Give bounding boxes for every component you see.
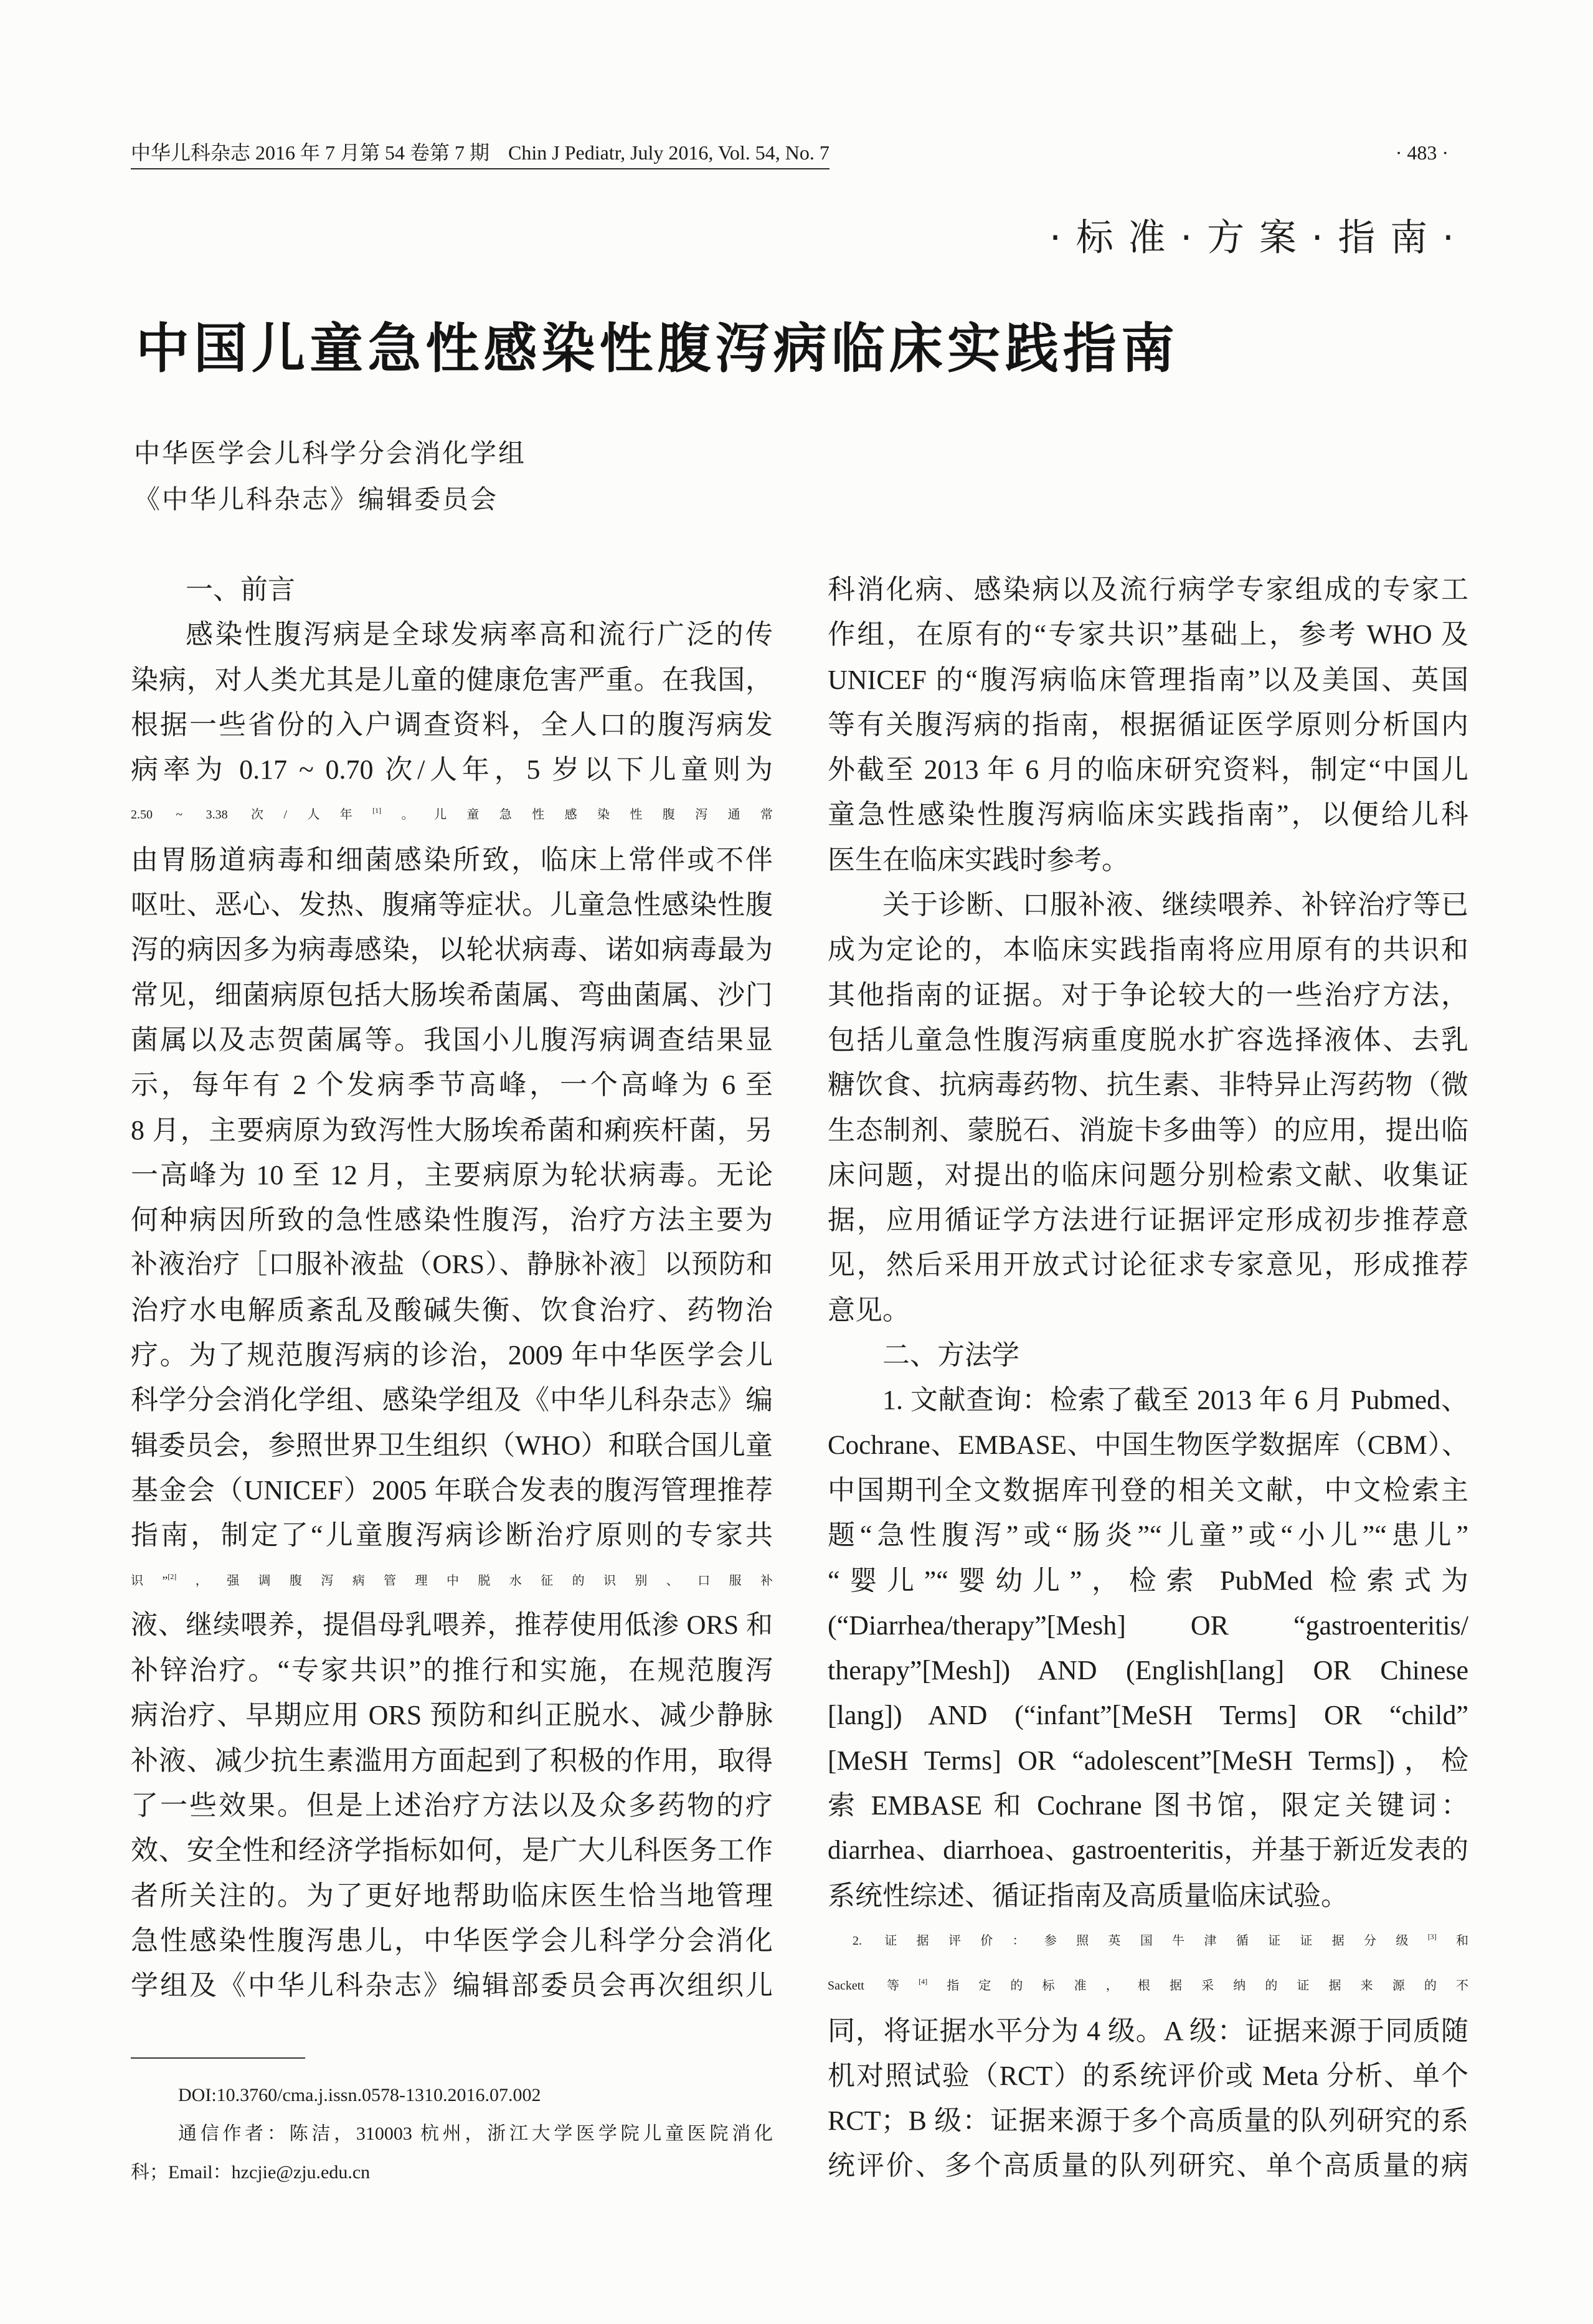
text-run: ，强调腹泻病管理中脱水征的识别、口服补 bbox=[176, 1573, 773, 1588]
body-column-right bbox=[828, 567, 1468, 2189]
text-line: 补液治疗［口服补液盐（ORS）、静脉补液］以预防和 bbox=[131, 1250, 773, 1280]
text-line: “婴儿”“婴幼儿”，检索 PubMed 检索式为 bbox=[828, 1565, 1468, 1596]
text-line: 生态制剂、蒙脱石、消旋卡多曲等）的应用，提出临 bbox=[828, 1114, 1468, 1145]
footnote bbox=[131, 2115, 773, 2192]
body-column-left bbox=[131, 567, 773, 2009]
text-line: 等有关腹泻病的指南，根据循证医学原则分析国内 bbox=[828, 709, 1468, 740]
text-line: 了一些效果。但是上述治疗方法以及众多药物的疗 bbox=[131, 1790, 773, 1821]
text-line: 8 月，主要病原为致泻性大肠埃希菌和痢疾杆菌，另 bbox=[131, 1114, 773, 1145]
text-line bbox=[131, 1558, 773, 1603]
text-run: 2. 证据评价：参照英国牛津循证证据分级 bbox=[853, 1933, 1428, 1948]
text-line: 关于诊断、口服补液、继续喂养、补锌治疗等已 bbox=[882, 889, 1468, 921]
text-run: 识” bbox=[131, 1573, 168, 1588]
text-line: 同，将证据水平分为 4 级。A 级：证据来源于同质随 bbox=[828, 2015, 1468, 2046]
text-line: UNICEF 的“腹泻病临床管理指南”以及美国、英国 bbox=[828, 664, 1468, 695]
text-line: 者所关注的。为了更好地帮助临床医生恰当地管理 bbox=[131, 1880, 773, 1911]
text-line: 统评价、多个高质量的队列研究、单个高质量的病 bbox=[828, 2150, 1468, 2181]
text-line: 作组，在原有的“专家共识”基础上，参考 WHO 及 bbox=[828, 619, 1468, 650]
text-line: 呕吐、恶心、发热、腹痛等症状。儿童急性感染性腹 bbox=[131, 889, 773, 921]
text-line: 辑委员会，参照世界卫生组织（WHO）和联合国儿童 bbox=[131, 1430, 773, 1461]
paragraph bbox=[828, 1378, 1468, 1918]
text-line: 急性感染性腹泻患儿，中华医学会儿科学分会消化 bbox=[131, 1925, 773, 1956]
text-run: 2.50 ~ 3.38 次/人年 bbox=[131, 808, 373, 822]
running-head bbox=[131, 137, 830, 169]
section-heading: 二、方法学 bbox=[882, 1340, 1019, 1371]
text-line: [lang]) AND (“infant”[MeSH Terms] OR “child” bbox=[828, 1700, 1468, 1731]
text-line: Cochrane、EMBASE、中国生物医学数据库（CBM）、 bbox=[828, 1430, 1468, 1460]
footnote-rule bbox=[131, 2057, 305, 2059]
citation-ref: [1] bbox=[372, 806, 382, 815]
text-line: 科消化病、感染病以及流行病学专家组成的专家工 bbox=[828, 574, 1468, 605]
text-line: 机对照试验（RCT）的系统评价或 Meta 分析、单个 bbox=[828, 2060, 1468, 2091]
text-line: 泻的病因多为病毒感染，以轮状病毒、诺如病毒最为 bbox=[131, 934, 773, 965]
text-line: 中国期刊全文数据库刊登的相关文献，中文检索主 bbox=[828, 1474, 1468, 1506]
text-run: 指定的标准，根据采纳的证据来源的不 bbox=[927, 1979, 1468, 1993]
text-line: 系统性综述、循证指南及高质量临床试验。 bbox=[828, 1880, 1348, 1911]
citation-ref: [2] bbox=[168, 1572, 177, 1581]
text-line: 外截至 2013 年 6 月的临床研究资料，制定“中国儿 bbox=[828, 754, 1468, 785]
article-title: 中国儿童急性感染性腹泻病临床实践指南 bbox=[136, 318, 1175, 380]
text-line: 染病，对人类尤其是儿童的健康危害严重。在我国， bbox=[131, 664, 773, 695]
author-line: 中华医学会儿科学分会消化学组 bbox=[134, 438, 527, 468]
text-line: RCT；B 级：证据来源于多个高质量的队列研究的系 bbox=[828, 2105, 1468, 2137]
footnotes bbox=[131, 2076, 773, 2192]
paragraph bbox=[828, 883, 1468, 1333]
text-line: 病治疗、早期应用 ORS 预防和纠正脱水、减少静脉 bbox=[131, 1700, 773, 1731]
text-line: 医生在临床实践时参考。 bbox=[828, 844, 1129, 875]
text-line: 见，然后采用开放式讨论征求专家意见，形成推荐 bbox=[828, 1250, 1468, 1281]
text-line: 液、继续喂养，提倡母乳喂养，推荐使用低渗 ORS 和 bbox=[131, 1610, 773, 1640]
citation-ref: [4] bbox=[919, 1977, 928, 1986]
text-line: 题“急性腹泻”或“肠炎”“儿童”或“小儿”“患儿” bbox=[828, 1520, 1468, 1551]
text-line: 其他指南的证据。对于争论较大的一些治疗方法， bbox=[828, 979, 1468, 1010]
journal-issue-cn: 中华儿科杂志 2016 年 7 月第 54 卷第 7 期 bbox=[131, 141, 490, 164]
text-line bbox=[131, 792, 773, 837]
text-run: 和 bbox=[1436, 1933, 1468, 1948]
text-line: 效、安全性和经济学指标如何，是广大儿科医务工作 bbox=[131, 1835, 773, 1866]
text-line: 由胃肠道病毒和细菌感染所致，临床上常伴或不伴 bbox=[131, 844, 773, 875]
text-line: 1. 文献查询：检索了截至 2013 年 6 月 Pubmed、 bbox=[882, 1385, 1468, 1416]
text-line: 疗。为了规范腹泻病的诊治，2009 年中华医学会儿 bbox=[131, 1340, 773, 1371]
text-line: diarrhea、diarrhoea、gastroenteritis，并基于新近发表的 bbox=[828, 1836, 1468, 1866]
author-line: 《中华儿科杂志》编辑委员会 bbox=[134, 484, 499, 515]
text-line: 索 EMBASE 和 Cochrane 图书馆，限定关键词： bbox=[828, 1790, 1468, 1821]
paragraph bbox=[131, 612, 773, 2008]
text-line: 学组及《中华儿科杂志》编辑部委员会再次组织儿 bbox=[131, 1970, 773, 2001]
text-line: [MeSH Terms] OR “adolescent”[MeSH Terms])，检 bbox=[828, 1745, 1468, 1776]
text-line: 菌属以及志贺菌属等。我国小儿腹泻病调查结果显 bbox=[131, 1024, 773, 1055]
text-line: 一高峰为 10 至 12 月，主要病原为轮状病毒。无论 bbox=[131, 1159, 773, 1190]
text-line: 病率为 0.17 ~ 0.70 次/人年，5 岁以下儿童则为 bbox=[131, 754, 773, 785]
text-line: 常见，细菌病原包括大肠埃希菌属、弯曲菌属、沙门 bbox=[131, 979, 773, 1010]
footnote-line: DOI:10.3760/cma.j.issn.0578-1310.2016.07.002 bbox=[178, 2085, 541, 2105]
text-line: 基金会（UNICEF）2005 年联合发表的腹泻管理推荐 bbox=[131, 1474, 773, 1506]
text-line: 床问题，对提出的临床问题分别检索文献、收集证 bbox=[828, 1159, 1468, 1190]
text-line: 根据一些省份的入户调查资料，全人口的腹泻病发 bbox=[131, 709, 773, 740]
text-line bbox=[828, 1918, 1468, 1963]
paragraph bbox=[828, 567, 1468, 883]
text-line: 成为定论的，本临床实践指南将应用原有的共识和 bbox=[828, 934, 1468, 965]
text-run: 。儿童急性感染性腹泻通常 bbox=[381, 808, 773, 822]
text-run: Sackett 等 bbox=[828, 1979, 919, 1993]
text-line: (“Diarrhea/therapy”[Mesh] OR “gastroenteritis/ bbox=[828, 1610, 1468, 1641]
text-line: 何种病因所致的急性感染性腹泻，治疗方法主要为 bbox=[131, 1205, 773, 1236]
text-line: 感染性腹泻病是全球发病率高和流行广泛的传 bbox=[186, 619, 773, 650]
text-line: 示，每年有 2 个发病季节高峰，一个高峰为 6 至 bbox=[131, 1070, 773, 1101]
footnote bbox=[131, 2076, 773, 2115]
author-group bbox=[134, 430, 819, 523]
text-line: 治疗水电解质紊乱及酸碱失衡、饮食治疗、药物治 bbox=[131, 1294, 773, 1326]
journal-issue-en: Chin J Pediatr, July 2016, Vol. 54, No. 7 bbox=[508, 141, 830, 164]
text-line: 意见。 bbox=[828, 1294, 910, 1326]
footnote-line: 科；Email：hzcjie@zju.edu.cn bbox=[131, 2162, 371, 2183]
paragraph bbox=[828, 1918, 1468, 2189]
text-line: 据，应用循证学方法进行证据评定形成初步推荐意 bbox=[828, 1205, 1468, 1236]
text-line: 糖饮食、抗病毒药物、抗生素、非特异止泻药物（微 bbox=[828, 1070, 1468, 1101]
text-line: 补液、减少抗生素滥用方面起到了积极的作用，取得 bbox=[131, 1745, 773, 1776]
text-line: therapy”[Mesh]) AND (English[lang] OR Chinese bbox=[828, 1655, 1468, 1686]
text-line: 指南，制定了“儿童腹泻病诊断治疗原则的专家共 bbox=[131, 1520, 773, 1551]
text-line: 包括儿童急性腹泻病重度脱水扩容选择液体、去乳 bbox=[828, 1024, 1468, 1055]
page-number: · 483 · bbox=[1395, 141, 1449, 164]
citation-ref: [3] bbox=[1427, 1932, 1437, 1941]
column-label: ·标准·方案·指南· bbox=[1049, 216, 1454, 260]
footnote-line: 通信作者：陈洁，310003 杭州，浙江大学医学院儿童医院消化 bbox=[178, 2123, 773, 2144]
text-line bbox=[828, 1963, 1468, 2008]
section-heading: 一、前言 bbox=[186, 574, 295, 605]
text-line: 补锌治疗。“专家共识”的推行和实施，在规范腹泻 bbox=[131, 1655, 773, 1686]
text-line: 童急性感染性腹泻病临床实践指南”，以便给儿科 bbox=[828, 799, 1468, 830]
text-line: 科学分会消化学组、感染学组及《中华儿科杂志》编 bbox=[131, 1385, 773, 1416]
